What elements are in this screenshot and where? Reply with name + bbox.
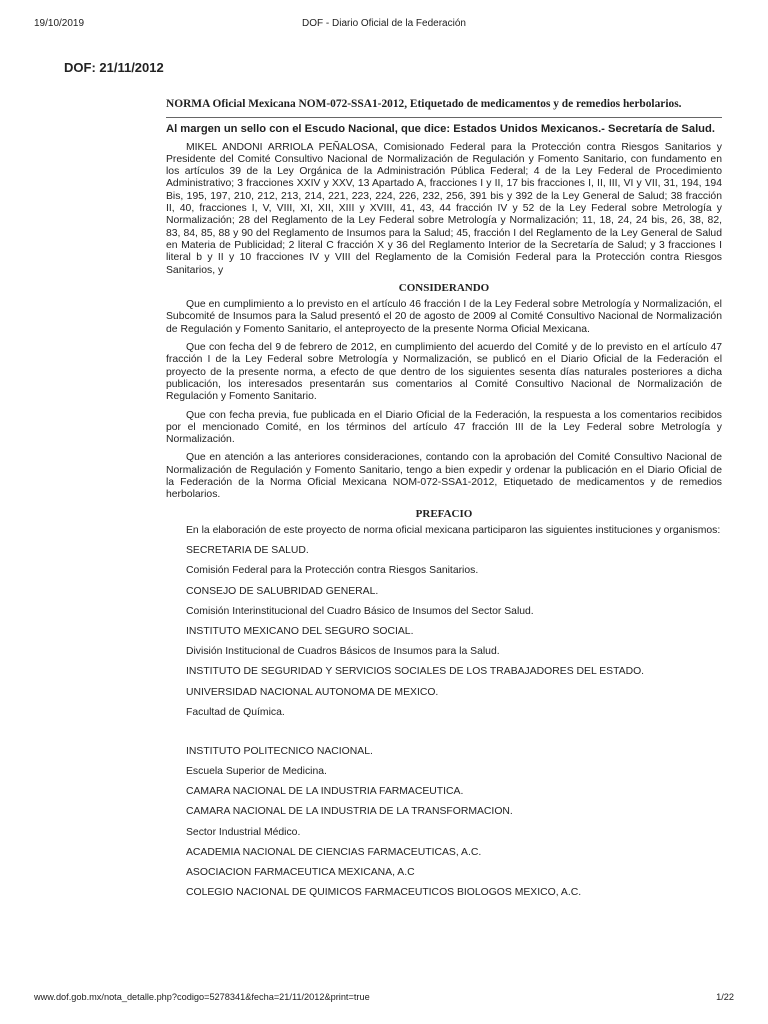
institution-item: Comisión Federal para la Protección contra Riesgos Sanitarios. (186, 565, 479, 577)
institution-item: CAMARA NACIONAL DE LA INDUSTRIA DE LA TRANSFORMACION. (186, 806, 513, 818)
norma-title: NORMA Oficial Mexicana NOM-072-SSA1-2012, Etiquetado de medicamentos y de remedios herbolarios. (166, 98, 682, 110)
institution-item: ACADEMIA NACIONAL DE CIENCIAS FARMACEUTICAS, A.C. (186, 846, 482, 858)
page-number: 1/22 (716, 992, 734, 1002)
institution-item: Comisión Interinstitucional del Cuadro Básico de Insumos del Sector Salud. (186, 605, 534, 617)
institution-item: Sector Industrial Médico. (186, 826, 301, 838)
institution-item: SECRETARIA DE SALUD. (186, 545, 309, 557)
print-date: 19/10/2019 (34, 18, 85, 29)
institution-item: INSTITUTO POLITECNICO NACIONAL. (186, 745, 373, 757)
considerando-paragraph: Que con fecha del 9 de febrero de 2012, en cumplimiento del acuerdo del Comité y de lo previsto en el artículo 47 fracción I de la Ley Federal sobre Metrología y Normalización, se publicó en el Diario Oficial de la Federación el proyecto de la presente norma, a efecto de que dentro de los siguientes sesenta días naturales posteriores a dicha publicación, los interesados presentarán sus comentarios al Comité Consultivo Nacional de Normalización de Regulación y Fomento Sanitario. (166, 342, 722, 403)
considerando-paragraph: Que en atención a las anteriores consideraciones, contando con la aprobación del Comité Consultivo Nacional de Normalización de Regulación y Fomento Sanitario, tengo a bien expedir y ordenar la publicación en el Diario Oficial de la Federación de la Norma Oficial Mexicana NOM-072-SSA1-2012, Etiquetado de medicamentos y de remedios herbolarios. (166, 452, 722, 501)
institution-item: UNIVERSIDAD NACIONAL AUTONOMA DE MEXICO. (186, 686, 439, 698)
print-header-title: DOF - Diario Oficial de la Federación (302, 18, 466, 29)
considerando-paragraph: Que en cumplimiento a lo previsto en el artículo 46 fracción I de la Ley Federal sobre Metrología y Normalización, el Subcomité de Insumos para la Salud presentó el 20 de agosto de 2009 al Comité Consultivo Nacional de Normalización de Regulación y Fomento Sanitario, el anteproyecto de la presente Norma Oficial Mexicana. (166, 299, 722, 335)
considerando-heading: CONSIDERANDO (398, 281, 490, 294)
prefacio-intro: En la elaboración de este proyecto de norma oficial mexicana participaron las siguientes instituciones y organismos: (186, 524, 721, 536)
document-body (166, 98, 722, 905)
institution-item: Facultad de Química. (186, 706, 285, 718)
dof-date: DOF: 21/11/2012 (64, 60, 164, 75)
institution-item: División Institucional de Cuadros Básicos de Insumos para la Salud. (186, 646, 500, 658)
title-divider (166, 117, 722, 118)
considerando-paragraph: Que con fecha previa, fue publicada en el Diario Oficial de la Federación, la respuesta a los comentarios recibidos por el mencionado Comité, en los términos del artículo 47 fracción III de la Ley Federal sobre Metrología y Normalización. (166, 409, 722, 446)
institution-item: INSTITUTO DE SEGURIDAD Y SERVICIOS SOCIALES DE LOS TRABAJADORES DEL ESTADO. (186, 666, 645, 678)
institution-item: CAMARA NACIONAL DE LA INDUSTRIA FARMACEUTICA. (186, 786, 464, 798)
institution-item: COLEGIO NACIONAL DE QUIMICOS FARMACEUTICOS BIOLOGOS MEXICO, A.C. (186, 887, 582, 899)
institution-item: ASOCIACION FARMACEUTICA MEXICANA, A.C (186, 867, 415, 879)
footer-url: www.dof.gob.mx/nota_detalle.php?codigo=5278341&fecha=21/11/2012&print=true (34, 992, 370, 1002)
prefacio-heading: PREFACIO (415, 507, 473, 520)
list-gap (166, 725, 722, 744)
institution-item: Escuela Superior de Medicina. (186, 766, 327, 778)
intro-paragraph: MIKEL ANDONI ARRIOLA PEÑALOSA, Comisionado Federal para la Protección contra Riesgos Sanitarios y Presidente del Comité Consultivo Nacional de Normalización de Regulación y Fomento Sanitario, con fundamento en los artículos 39 de la Ley Orgánica de la Administración Pública Federal; 4 de la Ley Federal de Procedimiento Administrativo; 3 fracciones XXIV y XXV, 13 Apartado A, fracciones I y II, 17 bis fracciones I, II, III, VI y VII, 31, 194, 194 Bis, 195, 197, 210, 212, 213, 214, 221, 223, 224, 226, 232, 256, 391 bis y 392 de la Ley General de Salud; 38 fracción II, 40, fracciones I, V, VIII, XI, XII, XIII y XVIII, 41, 43, 44 fracción IV y 52 de la Ley Federal sobre Metrología y Normalización; 28 del Reglamento de la Ley Federal sobre Metrología y Normalización; 11, 18, 24, 24 bis, 26, 38, 82, 83, 84, 85, 88 y 90 del Reglamento de Insumos para la Salud; 45, fracción I del Reglamento de la Ley General de Salud en Materia de Publicidad; 2 literal C fracción X y 36 del Reglamento Interior de la Secretaría de Salud; y 3 fracciones I literal b y II y 10 fracciones IV y VIII del Reglamento de la Comisión Federal para la Protección contra Riesgos Sanitarios, y (166, 141, 722, 276)
institution-item: INSTITUTO MEXICANO DEL SEGURO SOCIAL. (186, 625, 414, 637)
institution-item: CONSEJO DE SALUBRIDAD GENERAL. (186, 585, 379, 597)
sello-line: Al margen un sello con el Escudo Nacional, que dice: Estados Unidos Mexicanos.- Secretaría de Salud. (166, 123, 715, 136)
